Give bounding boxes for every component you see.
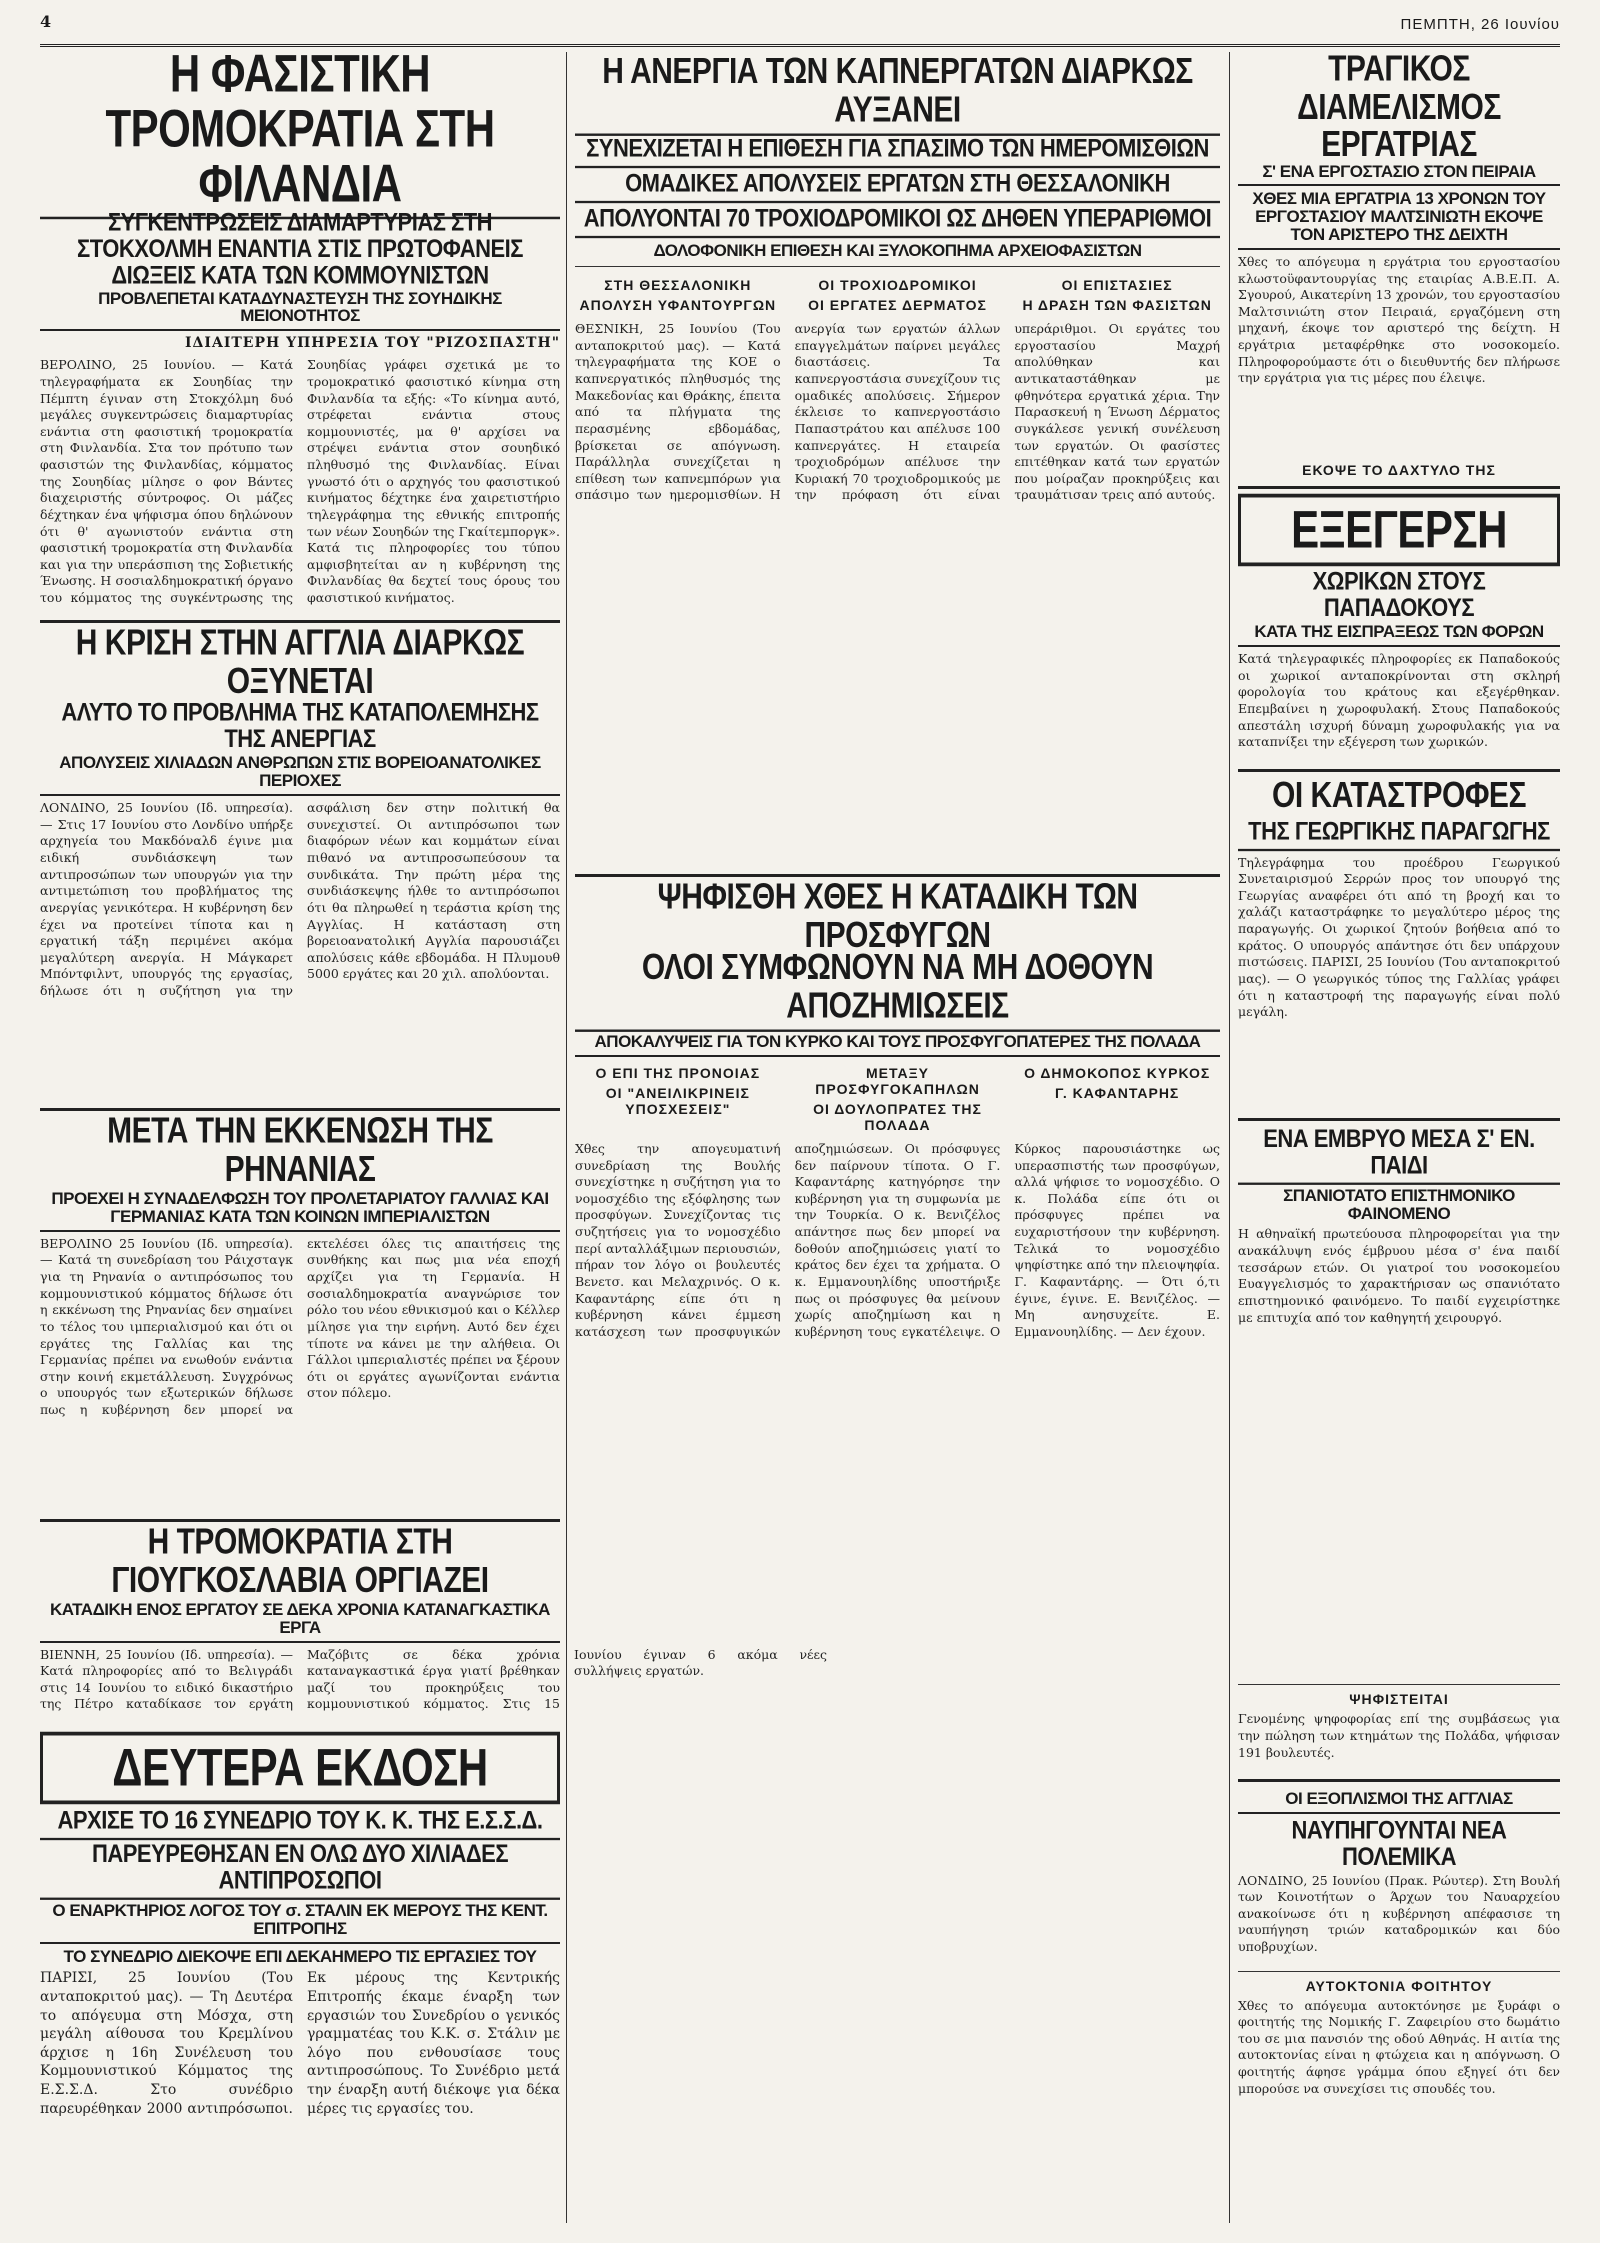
divider bbox=[1238, 486, 1560, 489]
section-trams: ΟΙ ΤΡΟΧΙΟΔΡΟΜΙΚΟΙ bbox=[818, 277, 977, 294]
kicker-taxes: ΚΑΤΑ ΤΗΣ ΕΙΣΠΡΑΞΕΩΣ ΤΩΝ ΦΟΡΩΝ bbox=[1238, 623, 1560, 647]
article-body-embryo: Η αθηναϊκή πρωτεύουσα πληροφορείται για την ανακάλυψη ενός έμβρυου μέσα σ' ένα παιδί τεσσάρων ετών. Οι γιατροί του νοσοκομείου Ευαγγελισμός το χαρακτήρισαν ως σπανιότατο επιστημονικό φαινόμενο. Το παιδί εγχειρίστηκε με επιτυχία από τον καθηγητή χειρουργό. bbox=[1238, 1226, 1560, 1325]
subhead-sentence: ΚΑΤΑΔΙΚΗ ΕΝΟΣ ΕΡΓΑΤΟΥ ΣΕ ΔΕΚΑ ΧΡΟΝΙΑ ΚΑΤΑΝΑΓΚΑΣΤΙΚΑ ΕΡΓΑ bbox=[40, 1601, 560, 1643]
divider bbox=[40, 1519, 560, 1522]
kicker-kyrkos: ΑΠΟΚΑΛΥΨΕΙΣ ΓΙΑ ΤΟΝ ΚΥΡΚΟ ΚΑΙ ΤΟΥΣ ΠΡΟΣΦΥΓΟΠΑΤΕΡΕΣ ΤΗΣ ΠΟΛΑΔΑ bbox=[575, 1033, 1220, 1057]
kicker-minority: ΠΡΟΒΛΕΠΕΤΑΙ ΚΑΤΑΔΥΝΑΣΤΕΥΣΗ ΤΗΣ ΣΟΥΗΔΙΚΗΣ ΜΕΙΟΝΟΤΗΤΟΣ bbox=[40, 290, 560, 332]
section-column bbox=[795, 1061, 1001, 1137]
kicker-layoffs: ΑΠΟΛΥΣΕΙΣ ΧΙΛΙΑΔΩΝ ΑΝΘΡΩΠΩΝ ΣΤΙΣ ΒΟΡΕΙΟΑΝΑΤΟΛΙΚΕΣ ΠΕΡΙΟΧΕΣ bbox=[40, 754, 560, 796]
headline-england-crisis: Η ΚΡΙΣΗ ΣΤΗΝ ΑΓΓΛΙΑ ΔΙΑΡΚΩΣ ΟΞΥΝΕΤΑΙ bbox=[75, 623, 525, 702]
section-kafantaris: Γ. ΚΑΦΑΝΤΑΡΗΣ bbox=[1055, 1084, 1180, 1101]
column-right bbox=[1238, 49, 1560, 2223]
subhead-recess: ΤΟ ΣΥΝΕΔΡΙΟ ΔΙΕΚΟΨΕ ΕΠΙ ΔΕΚΑΗΜΕΡΟ ΤΙΣ ΕΡΓΑΣΙΕΣ ΤΟΥ bbox=[63, 1946, 537, 1966]
section-welfare: Ο ΕΠΙ ΤΗΣ ΠΡΟΝΟΙΑΣ bbox=[595, 1064, 761, 1081]
subhead-piraeus-factory: Σ' ΕΝΑ ΕΡΓΟΣΤΑΣΙΟ ΣΤΟΝ ΠΕΙΡΑΙΑ bbox=[1238, 163, 1560, 187]
divider bbox=[1238, 1684, 1560, 1685]
article-body-disasters: Τηλεγράφημα του προέδρου Γεωργικού Συνεταιρισμού Σερρών προς τον υπουργό της Γεωργίας αναφέρει ότι από τη βροχή και το χαλάζι καταστράφηκε το μεγαλύτερο μέρος της παραγωγής. Οι χωρικοί ζητούν βοήθεια από το κράτος. Ο υπουργός απάντησε ότι δεν υπάρχουν πιστώσεις. ΠΑΡΙΣΙ, 25 Ιουνίου (Του ανταποκριτού μας). — Ο γεωργικός τύπος της Γαλλίας γράφει ότι η καταστροφή της παραγωγής είναι πολύ μεγάλη. bbox=[1238, 854, 1560, 1020]
section-promises: ΟΙ "ΑΝΕΙΛΙΚΡΙΝΕΙΣ ΥΠΟΣΧΕΣΕΙΣ" bbox=[605, 1084, 750, 1117]
section-fabric: ΑΠΟΛΥΣΗ ΥΦΑΝΤΟΥΡΓΩΝ bbox=[579, 297, 777, 314]
section-column bbox=[795, 273, 1001, 317]
subhead-no-compensation: ΟΛΟΙ ΣΥΜΦΩΝΟΥΝ ΝΑ ΜΗ ΔΟΘΟΥΝ ΑΠΟΖΗΜΙΩΣΕΙΣ bbox=[575, 949, 1220, 1032]
masthead-bar bbox=[40, 10, 1560, 47]
headline-disasters: ΟΙ ΚΑΤΑΣΤΡΟΦΕΣ bbox=[1272, 775, 1526, 816]
divider bbox=[575, 266, 1220, 267]
headline-armaments: ΟΙ ΕΞΟΠΛΙΣΜΟΙ ΤΗΣ ΑΓΓΛΙΑΣ bbox=[1238, 1790, 1560, 1814]
subhead-agriculture: ΤΗΣ ΓΕΩΡΓΙΚΗΣ ΠΑΡΑΓΩΓΗΣ bbox=[1238, 817, 1560, 850]
section-column bbox=[575, 273, 781, 317]
article-body-yugoslavia: ΒΙΕΝΝΗ, 25 Ιουνίου (Ιδ. υπηρεσία). — Κατά πληροφορίες από το Βελιγράδι στις 14 Ιουνίου το ειδικό δικαστήριο της Πέτρο καταδίκασε τον εργάτη Μαζόβιτς σε δέκα χρόνια καταναγκαστικά έργα γιατί βρέθηκαν μαζί του προκηρύξεις του κομμουνιστικού κόμματος. Στις 15 Ιουνίου έγιναν 6 ακόμα νέες συλλήψεις εργατών. bbox=[40, 1646, 827, 1712]
article-body-congress: ΠΑΡΙΣΙ, 25 Ιουνίου (Του ανταποκριτού μας). — Τη Δευτέρα το απόγευμα στη Μόσχα, στη μεγάλη αίθουσα του Κρεμλίνου άρχισε η 16η Συνέλευση του Κομμουνιστικού Κόμματος της Ε.Σ.Σ.Δ. Στο συνέδριο παρευρέθηκαν 2000 αντιπρόσωποι. Εκ μέρους της Κεντρικής Επιτροπής έκαμε έναρξη των εργασιών του Συνεδρίου ο γενικός γραμματέας του Κ.Κ. σ. Στάλιν με λόγο που ενθουσίασε τους αντιπροσώπους. Το Συνέδριο μετά την έναρξη αυτή διέκοψε για δέκα μέρες τις εργασίες του. bbox=[40, 1970, 560, 2117]
article-body-finland: ΒΕΡΟΛΙΝΟ, 25 Ιουνίου. — Κατά τηλεγραφήματα εκ Σουηδίας την Πέμπτη έγιναν στη Στοκχόλμη δυό μεγάλες συγκεντρώσεις διαμαρτυρίας ενάντια στη φασιστική τρομοκρατία στη Φινλανδία. Στα τον πρότυπο των φασιστών της Φινλανδίας, κόμματος της Σουηδίας μίλησε ο φον Βάντες διαχειριστής σύντροφος. Οι μάζες δέχτηκαν ένα ψήφισμα όπου δηλώνουν ότι θ' αγωνιστούν ενάντια στη φασιστική τρομοκρατία στη Φινλανδία και για την υπεράσπιση της Σοβιετικής Ένωσης. Η σοσιαλδημοκρατική όργανο του κόμματος της συγκέντρωσης της Σουηδίας γράφει σχετικά με το τρομοκρατικό φασιστικό κίνημα στη Φινλανδία τα εξής: «Το κίνημα αυτό, στρέφεται ενάντια στους κομμουνιστές, μα θ' αρχίσει να στρέψει ενάντια στον σουηδικό πληθυσμό της Φινλανδίας. Είναι γνωστό ότι ο αρχηγός του φασιστικού κινήματος δέχτηκε ένα χαιρετιστήριο τηλεγράφημα της εθνικής επιτροπής των νέων Σουηδών της Γκαίτεμποργκ». Κατά τις πληροφορίες του τύπου αμφισβητείται αν η κυβέρνηση της Φινλανδίας θα δεχτεί τους όρους του φασιστικού κινήματος. bbox=[40, 357, 560, 605]
byline: ΙΔΙΑΙΤΕΡΗ ΥΠΗΡΕΣΙΑ ΤΟΥ "ΡΙΖΟΣΠΑΣΤΗ" bbox=[185, 335, 560, 352]
headline-second-edition: ΔΕΥΤΕΡΑ ΕΚΔΟΣΗ bbox=[40, 1731, 560, 1804]
column-rule bbox=[566, 52, 567, 2223]
section-column bbox=[1014, 273, 1220, 317]
article-body-england: ΛΟΝΔΙΝΟ, 25 Ιουνίου (Ιδ. υπηρεσία). — Στις 17 Ιουνίου στο Λονδίνο υπήρξε αρχηγεία του Μακδόναλδ έγινε μια ειδική συνδιάσκεψη των αντιπροσώπων των υπουργών για την αντιμετώπιση του προβλήματος της ανεργίας γενικότερα. Η κυβέρνηση δεν έχει να προτείνει τίποτα και η εργατική τάξη περιμένει ακόμα μεγαλύτερη ανεργία. Η Μάγκαρετ Μπόντφιλντ, υπουργός της εργασίας, δήλωσε ότι η συζήτηση για την ασφάλιση δεν στην πολιτική θα συνεχιστεί. Οι αντιπρόσωποι των διαφόρων νέων και κομμάτων είναι πιθανό να αντιπροσωπεύσουν τα συνδικάτα. Την πρώτη μέρα της συνδιάσκεψης ήλθε το αντιπρόσωποι ότι θα πληρωθεί η τεράστια κρίση της Αγγλίας. Η κατάσταση στη βορειοανατολική Αγγλία παρουσιάζει απολύσεις κάθε εβδομάδα. Η Πλυμουθ 5000 εργάτες και 20 χιλ. απολύονται. bbox=[40, 800, 560, 998]
headline-tobacco-unemployment: Η ΑΝΕΡΓΙΑ ΤΩΝ ΚΑΠΝΕΡΓΑΤΩΝ ΔΙΑΡΚΩΣ ΑΥΞΑΝΕΙ bbox=[575, 53, 1220, 136]
divider bbox=[1238, 1971, 1560, 1972]
section-leather: ΟΙ ΕΡΓΑΤΕΣ ΔΕΡΜΑΤΟΣ bbox=[808, 297, 987, 314]
subhead-fraternization: ΠΡΟΕΧΕΙ Η ΣΥΝΑΔΕΛΦΩΣΗ ΤΟΥ ΠΡΟΛΕΤΑΡΙΑΤΟΥ ΓΑΛΛΙΑΣ ΚΑΙ ΓΕΡΜΑΝΙΑΣ ΚΑΤΑ ΤΩΝ ΚΟΙΝΩΝ ΙΜΠΕΡΙΑΛΙΣΤΩΝ bbox=[40, 1190, 560, 1232]
section-demagogue: Ο ΔΗΜΟΚΟΠΟΣ ΚΥΡΚΟΣ bbox=[1024, 1064, 1211, 1081]
headline-rhineland: ΜΕΤΑ ΤΗΝ ΕΚΚΕΝΩΣΗ ΤΗΣ ΡΗΝΑΝΙΑΣ bbox=[107, 1111, 493, 1190]
subhead-stockholm: ΣΥΓΚΕΝΤΡΩΣΕΙΣ ΔΙΑΜΑΡΤΥΡΙΑΣ ΣΤΗ ΣΤΟΚΧΟΛΜΗ ΕΝΑΝΤΙΑ ΣΤΙΣ ΠΡΩΤΟΦΑΝΕΙΣ ΔΙΩΞΕΙΣ ΚΑΤΑ ΤΩΝ ΚΟΜΜΟΥΝΙΣΤΩΝ bbox=[77, 207, 523, 290]
page-marker: 4 bbox=[40, 12, 52, 31]
section-thessaloniki: ΣΤΗ ΘΕΣΣΑΛΟΝΙΚΗ bbox=[604, 277, 752, 294]
subhead-delegates: ΠΑΡΕΥΡΕΘΗΣΑΝ ΕΝ ΟΛΩ ΔΥΟ ΧΙΛΙΑΔΕΣ ΑΝΤΙΠΡΟΣΩΠΟΙ bbox=[40, 1840, 560, 1900]
article-body-vote: Γενομένης ψηφοφορίας επί της συμβάσεως για την πώληση των κτημάτων της Πολάδα, ψήφισαν 191 βουλευτές. bbox=[1238, 1711, 1560, 1760]
section-slave-traders: ΟΙ ΔΟΥΛΟΠΡΑΤΕΣ ΤΗΣ ΠΟΛΑΔΑ bbox=[813, 1100, 982, 1133]
article-body-suicide: Χθες το απόγευμα αυτοκτόνησε με ξυράφι ο φοιτητής της Νομικής Γ. Ζαφειρίου στο δωμάτιο του σε μια πανσιόν της οδού Αθηνάς. Η αιτία της αυτοκτονίας είναι η φτώχεια και η απόγνωση. Ο φοιτητής άφησε γράμμα όπου εξηγεί ότι δεν μπορούσε να συνεχίσει τις σπουδές του. bbox=[1238, 1997, 1560, 2096]
section-fascists: Η ΔΡΑΣΗ ΤΩΝ ΦΑΣΙΣΤΩΝ bbox=[1022, 297, 1212, 314]
column-rule bbox=[1229, 52, 1230, 2223]
headline-uprising: ΕΞΕΓΕΡΣΗ bbox=[1238, 494, 1560, 567]
subhead-fascist-attack: ΔΟΛΟΦΟΝΙΚΗ ΕΠΙΘΕΣΗ ΚΑΙ ΞΥΛΟΚΟΠΗΜΑ ΑΡΧΕΙΟΦΑΣΙΣΤΩΝ bbox=[653, 241, 1142, 261]
divider bbox=[1238, 1118, 1560, 1121]
kicker-worker-finger: ΧΘΕΣ ΜΙΑ ΕΡΓΑΤΡΙΑ 13 ΧΡΟΝΩΝ ΤΟΥ ΕΡΓΟΣΤΑΣΙΟΥ ΜΑΛΤΣΙΝΙΩΤΗ ΕΚΟΨΕ ΤΟΝ ΑΡΙΣΤΕΡΟ ΤΗΣ ΔΕΙΧΤΗ bbox=[1238, 190, 1560, 250]
subhead-thessaloniki-layoffs: ΟΜΑΔΙΚΕΣ ΑΠΟΛΥΣΕΙΣ ΕΡΓΑΤΩΝ ΣΤΗ ΘΕΣΣΑΛΟΝΙΚΗ bbox=[575, 170, 1220, 203]
refugee-article-sections bbox=[575, 1061, 1220, 1137]
subhead-unemployment: ΑΛΥΤΟ ΤΟ ΠΡΟΒΛΗΜΑ ΤΗΣ ΚΑΤΑΠΟΛΕΜΗΣΗΣ ΤΗΣ ΑΝΕΡΓΙΑΣ bbox=[61, 697, 539, 753]
subhead-tram-workers: ΑΠΟΛΥΟΝΤΑΙ 70 ΤΡΟΧΙΟΔΡΟΜΙΚΟΙ ΩΣ ΔΗΘΕΝ ΥΠΕΡΑΡΙΘΜΟΙ bbox=[575, 205, 1220, 238]
section-column bbox=[1014, 1061, 1220, 1137]
article-body-rhineland: ΒΕΡΟΛΙΝΟ 25 Ιουνίου (Ιδ. υπηρεσία). — Κατά τη συνεδρίαση του Ράιχσταγκ για τη Ρηνανία ο αντιπρόσωπος του κομμουνιστικού κόμματος δήλωσε ότι η εκκένωση της Ρηνανίας δεν σημαίνει το τέλος του ιμπεριαλισμού και ότι οι εργάτες της Γαλλίας και της Γερμανίας πρέπει να ενωθούν ενάντια στην κοινή εκμετάλλευση. Συγχρόνως ο υπουργός των εξωτερικών δήλωσε πως η κυβέρνηση δεν μπορεί να εκτελέσει όλες τις απαιτήσεις της συνθήκης και πως μια νέα εποχή αρχίζει για τη Γερμανία. Η σοσιαλδημοκρατία αναγνώρισε τον ρόλο του νέου εθνικισμού και ο Κέλλερ μίλησε για την ειρήνη. Αυτό δεν έχει τίποτε να κάνει με την αλήθεια. Οι Γάλλοι ιμπεριαλιστές πρέπει να ξέρουν ότι οι εργάτες αγωνίζονται ενάντια στον πόλεμο. bbox=[40, 1235, 560, 1418]
headline-suicide: ΑΥΤΟΚΤΟΝΙΑ ΦΟΙΤΗΤΟΥ bbox=[1305, 1977, 1493, 1994]
section-column bbox=[575, 1061, 781, 1137]
headline-embryo: ΕΝΑ ΕΜΒΡΥΟ ΜΕΣΑ Σ' ΕΝ. ΠΑΙΔΙ bbox=[1238, 1125, 1560, 1185]
subhead-peasants: ΧΩΡΙΚΩΝ ΣΤΟΥΣ ΠΑΠΑΔΟΚΟΥΣ bbox=[1312, 566, 1486, 622]
divider bbox=[1238, 769, 1560, 772]
subhead-warships: ΝΑΥΠΗΓΟΥΝΤΑΙ ΝΕΑ ΠΟΛΕΜΙΚΑ bbox=[1291, 1815, 1507, 1872]
headline-refugees: ΨΗΦΙΣΘΗ ΧΘΕΣ Η ΚΑΤΑΔΙΚΗ ΤΩΝ ΠΡΟΣΦΥΓΩΝ bbox=[657, 877, 1138, 956]
article-body-tobacco: ΘΕΣΝΙΚΗ, 25 Ιουνίου (Του ανταποκριτού μας). — Κατά τηλεγραφήματα της ΚΟΕ ο καπνεργατικός πληθυσμός της Μακεδονίας και Θράκης, έπειτα από τα πλήγματα της περασμένης εβδομάδας, βρίσκεται σε απόγνωση. Παράλληλα συνεχίζεται η επίθεση των καπνεμπόρων για σπάσιμο των ημερομισθίων. Η ανεργία των εργατών άλλων επαγγελμάτων παίρνει μεγάλες διαστάσεις. Τα καπνεργοστάσια συνεχίζουν τις ομαδικές απολύσεις. Σήμερον έκλεισε το καπνεργοστάσιο Παπαστράτου και απέλυσε 100 καπνεργάτες. Η εταιρεία τροχιοδρόμων απέλυσε την Κυριακή 70 τροχιοδρομικούς με την πρόφαση ότι είναι υπεράριθμοι. Οι εργάτες του εργοστασίου Μαχρή απολύθηκαν και αντικαταστάθηκαν με φθηνότερα εργατικά χέρια. Την Παρασκευή η Ένωση Δέρματος συγκάλεσε γενική συνέλευση των εργατών. Οι φασίστες επιτέθηκαν κατά των εργατών που μοίραζαν προκηρύξεις και τραυμάτισαν τρεις από αυτούς. bbox=[575, 321, 1220, 503]
subhead-stalin-speech: Ο ΕΝΑΡΚΤΗΡΙΟΣ ΛΟΓΟΣ ΤΟΥ σ. ΣΤΑΛΙΝ ΕΚ ΜΕΡΟΥΣ ΤΗΣ ΚΕΝΤ. ΕΠΙΤΡΟΠΗΣ bbox=[40, 1902, 560, 1944]
divider bbox=[1238, 1779, 1560, 1782]
headline-finland: Η ΦΑΣΙΣΤΙΚΗ ΤΡΟΜΟΚΡΑΤΙΑ ΣΤΗ ΦΙΛΑΝΔΙΑ bbox=[40, 47, 560, 220]
headline-vote: ΨΗΦΙΣΤΕΙΤΑΙ bbox=[1349, 1691, 1449, 1708]
section-supervision: ΟΙ ΕΠΙΣΤΑΣΙΕΣ bbox=[1061, 277, 1173, 294]
subhead-congress: ΑΡΧΙΣΕ ΤΟ 16 ΣΥΝΕΔΡΙΟ ΤΟΥ Κ. Κ. ΤΗΣ Ε.Σ.Σ.Δ. bbox=[40, 1806, 560, 1839]
column-center bbox=[575, 52, 1220, 2223]
subhead-scientific: ΣΠΑΝΙΟΤΑΤΟ ΕΠΙΣΤΗΜΟΝΙΚΟ ΦΑΙΝΟΜΕΝΟ bbox=[1283, 1185, 1515, 1223]
article-body-uprising: Κατά τηλεγραφικές πληροφορίες εκ Παπαδοκούς οι χωρικοί ανταποκρίνονται στη σκληρή φορολογία του κράτους και εξεγέρθηκαν. Επεμβαίνει η χωροφυλακή. Στους Παπαδοκούς απεστάλη ισχυρή δύναμη χωροφυλακής για να καταπνίξει την εξέγερση των χωρικών. bbox=[1238, 651, 1560, 750]
section-finger: ΕΚΟΨΕ ΤΟ ΔΑΧΤΥΛΟ ΤΗΣ bbox=[1302, 461, 1496, 478]
headline-yugoslavia: Η ΤΡΟΜΟΚΡΑΤΙΑ ΣΤΗ ΓΙΟΥΓΚΟΣΛΑΒΙΑ ΟΡΓΙΑΖΕΙ bbox=[111, 1522, 489, 1600]
article-body-refugees: Χθες την απογευματινή συνεδρίαση της Βουλής συνεχίστηκε η συζήτηση για το νομοσχέδιο της εξόφλησης των προσφύγων. Συνεχίζοντας τις συζητήσεις για το νομοσχέδιο περί ανταλλάξιμων περιουσιών, πήραν τον λόγο οι βουλευτές Βενετσ. και Μελαχρινός. Ο κ. Καφαντάρης είπε ότι η κυβέρνηση κάνει έμμεση κατάσχεση των προσφυγικών αποζημιώσεων. Οι πρόσφυγες δεν παίρνουν τίποτα. Ο Γ. Καφαντάρης κατηγόρησε την κυβέρνηση για τη συμφωνία με την Τουρκία. Ο κ. Βενιζέλος απάντησε πως δεν μπορεί να δοθούν αποζημιώσεις γιατί το κράτος δεν έχει τα χρήματα. Ο κ. Εμμανουηλίδης υποστήριξε πως οι πρόσφυγες θα μείνουν χωρίς αποζημίωση και η κυβέρνηση τους εγκατέλειψε. Ο Κύρκος παρουσιάστηκε ως υπερασπιστής των προσφύγων, αλλά ψήφισε το νομοσχέδιο. Ο κ. Πολάδα είπε ότι οι πρόσφυγες πρέπει να ευχαριστήσουν την κυβέρνηση. Τελικά το νομοσχέδιο ψηφίστηκε από την πλειοψηφία. Γ. Καφαντάρης. — Ότι ό,τι έγινε, έγινε. Ε. Βενιζέλος. — Μη ανησυχείτε. Ε. Εμμανουηλίδης. — Δεν έχουν. bbox=[575, 1140, 1220, 1339]
tobacco-article-sections bbox=[575, 273, 1220, 317]
headline-tragic: ΤΡΑΓΙΚΟΣ ΔΙΑΜΕΛΙΣΜΟΣ ΕΡΓΑΤΡΙΑΣ bbox=[1297, 49, 1501, 165]
subhead-wage-attack: ΣΥΝΕΧΙΖΕΤΑΙ Η ΕΠΙΘΕΣΗ ΓΙΑ ΣΠΑΣΙΜΟ ΤΩΝ ΗΜΕΡΟΜΙΣΘΙΩΝ bbox=[575, 135, 1220, 168]
section-exploiters: ΜΕΤΑΞΥ ΠΡΟΣΦΥΓΟΚΑΠΗΛΩΝ bbox=[815, 1064, 980, 1097]
article-body-tragic: Χθες το απόγευμα η εργάτρια του εργοστασίου κλωστοϋφαντουργίας της εταιρίας Α.Β.Ε.Π. Α. Σγουρού, Αικατερίνη 13 χρονών, του εργοστασίου Μαλτσινιώτη στον Πειραιά, εργαζόμενη στη μηχανή, έκοψε τον αριστερό της δείχτη. Η εργάτρια μεταφέρθηκε στο νοσοκομείο. Πληροφορούμαστε ότι ο διευθυντής δεν πλήρωσε την εργάτρια για τις μέρες που έλειψε. bbox=[1238, 253, 1560, 386]
article-body-armaments: ΛΟΝΔΙΝΟ, 25 Ιουνίου (Πρακ. Ρώυτερ). Στη Βουλή των Κοινοτήτων ο Άρχων του Ναυαρχείου ανακοίνωσε ότι η κυβέρνηση απέφασισε τη ναυπήγηση τριών καταδρομικών και δύο υποβρυχίων. bbox=[1238, 1872, 1560, 1954]
issue-date: ΠΕΜΠΤΗ, 26 Ιουνίου bbox=[1400, 16, 1560, 33]
